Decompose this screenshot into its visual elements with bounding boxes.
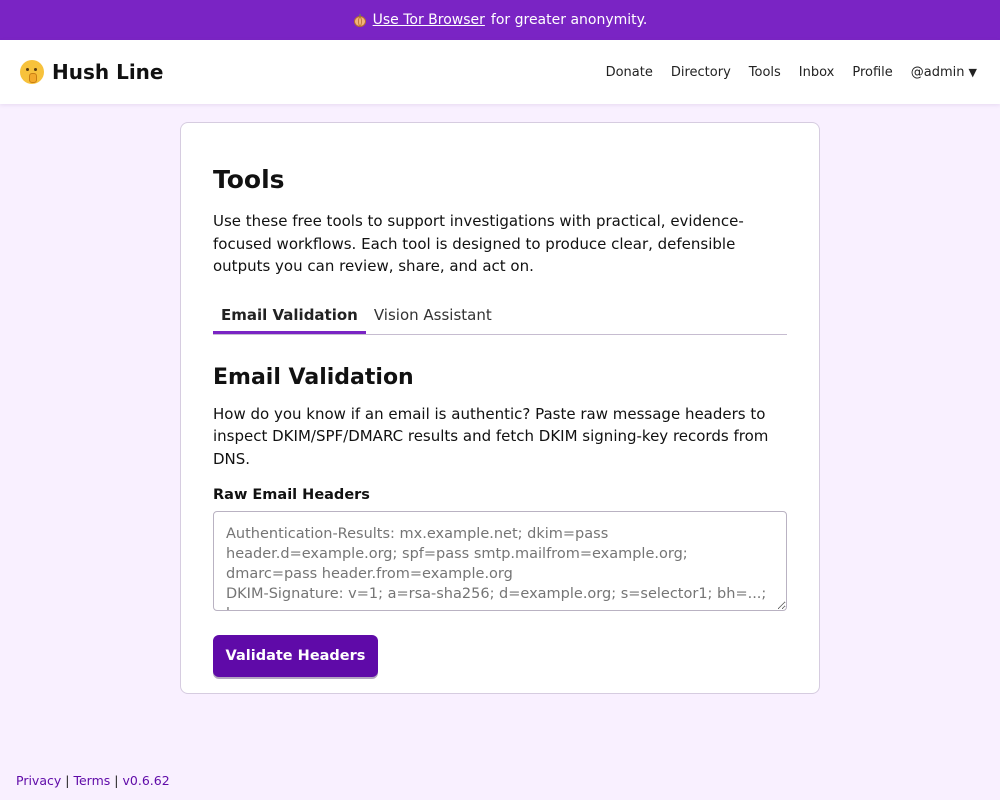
brand-name: Hush Line — [52, 60, 164, 84]
footer — [16, 773, 170, 788]
footer-separator: | — [65, 773, 70, 788]
brand-logo[interactable] — [20, 60, 163, 84]
tor-banner — [0, 0, 1000, 40]
user-menu-label: @admin — [910, 64, 965, 80]
intro-text: Use these free tools to support investigations with practical, evidence-focused workflows. Each tool is designed to produce clear, defensible outputs you can review, share, and act on. — [213, 212, 744, 275]
privacy-link[interactable]: Privacy — [16, 773, 62, 788]
nav-tools[interactable]: Tools — [748, 64, 781, 80]
tab-email-validation[interactable]: Email Validation — [213, 298, 366, 334]
user-menu[interactable] — [911, 65, 977, 80]
banner-text: for greater anonymity. — [490, 12, 648, 28]
onion-icon — [353, 13, 367, 27]
validate-headers-button[interactable]: Validate Headers — [213, 635, 378, 677]
terms-link[interactable]: Terms — [73, 773, 111, 788]
raw-headers-label: Raw Email Headers — [213, 487, 370, 503]
nav-inbox[interactable]: Inbox — [798, 64, 835, 80]
tool-tabs — [213, 298, 787, 335]
nav-profile[interactable]: Profile — [852, 64, 893, 80]
tools-card — [180, 122, 820, 694]
version-link[interactable]: v0.6.62 — [122, 773, 170, 788]
caret-down-icon: ▼ — [968, 65, 977, 79]
footer-separator: | — [114, 773, 119, 788]
use-tor-browser-link[interactable]: Use Tor Browser — [372, 12, 485, 28]
page-title: Tools — [213, 165, 285, 194]
section-title: Email Validation — [213, 364, 414, 390]
main-nav — [606, 65, 977, 80]
site-header — [0, 40, 1000, 104]
raw-headers-input[interactable] — [213, 511, 787, 611]
tab-vision-assistant[interactable]: Vision Assistant — [373, 305, 492, 324]
section-description: How do you know if an email is authentic? Paste raw message headers to inspect DKIM/SPF/DMARC results and fetch DKIM signing-key records from DNS. — [213, 404, 769, 468]
nav-donate[interactable]: Donate — [605, 64, 653, 80]
nav-directory[interactable]: Directory — [670, 64, 731, 80]
shushing-face-icon — [20, 60, 44, 84]
